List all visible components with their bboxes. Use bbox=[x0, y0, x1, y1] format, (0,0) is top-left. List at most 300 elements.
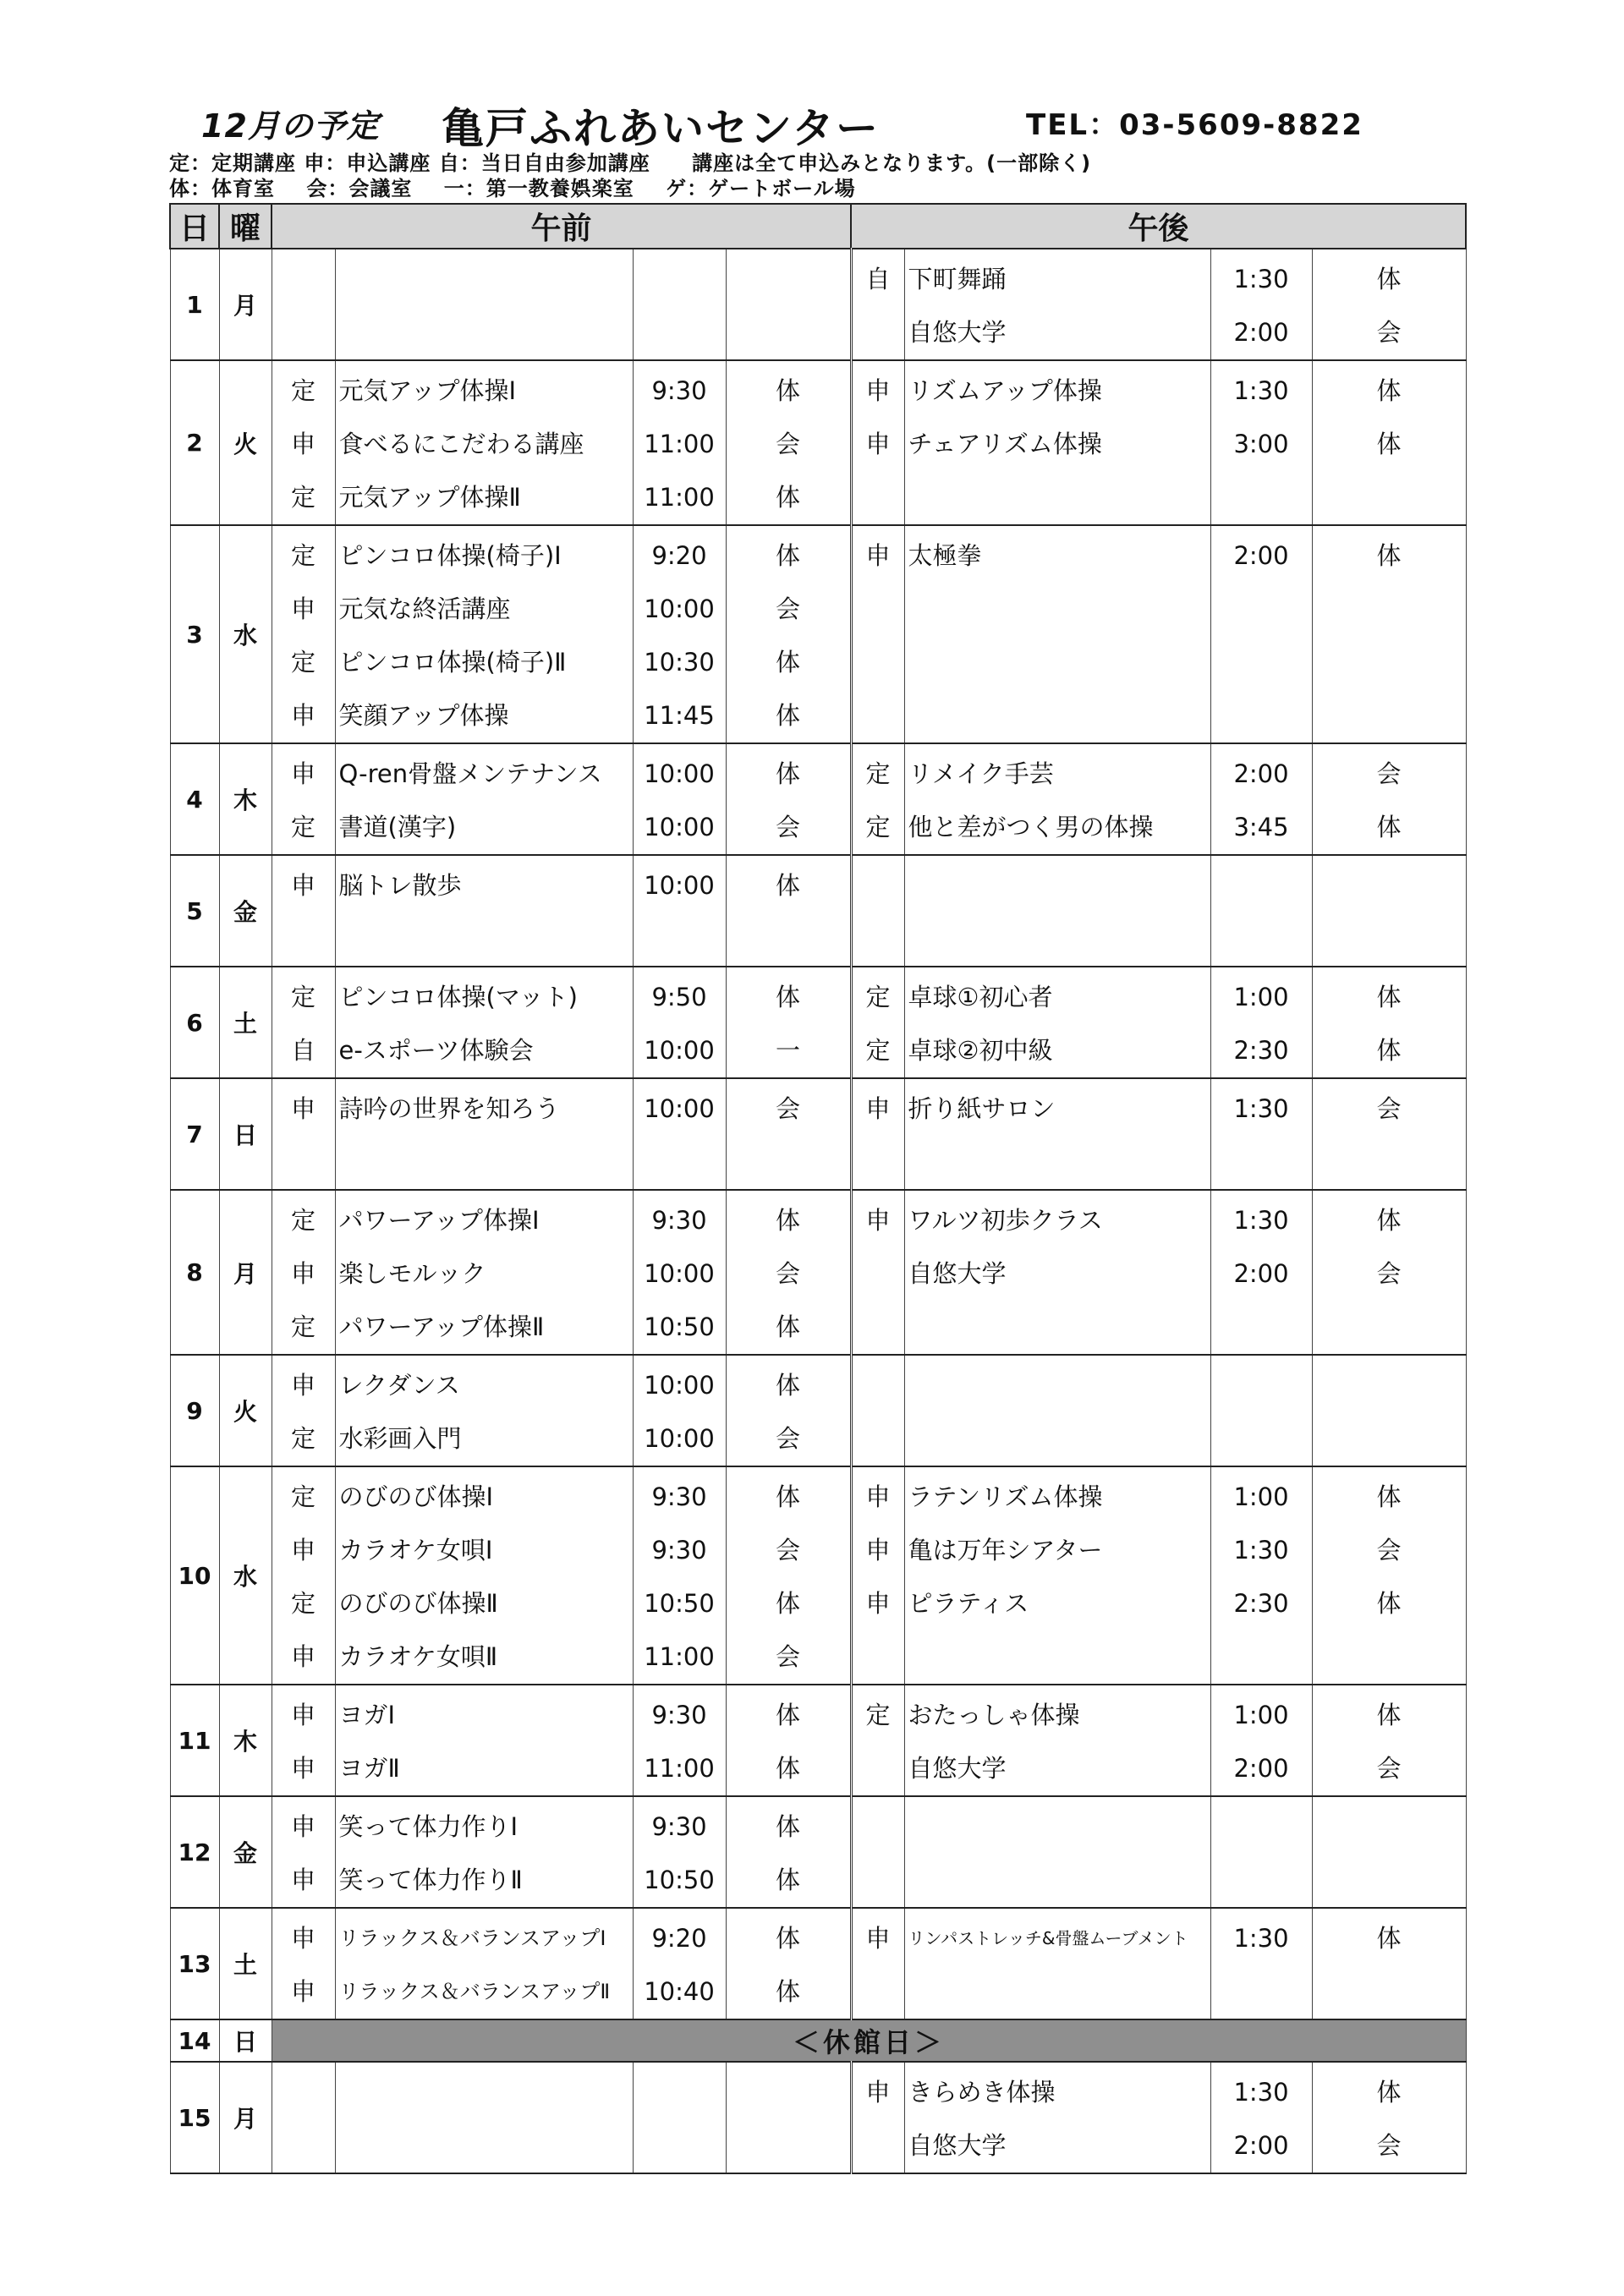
event-type: 申 bbox=[290, 1977, 315, 2006]
am-name-column bbox=[335, 1466, 633, 1685]
event-name: リラックス＆バランスアップⅡ bbox=[338, 1980, 611, 2003]
event-name: ラテンリズム体操 bbox=[908, 1482, 1103, 1511]
weekday: 木 bbox=[219, 743, 272, 855]
event-type: 定 bbox=[865, 1701, 891, 1729]
event-type: 申 bbox=[290, 701, 315, 730]
event-name: 笑って体力作りⅠ bbox=[338, 1812, 518, 1841]
pm-type-column bbox=[851, 1355, 904, 1466]
event-time bbox=[634, 253, 726, 306]
weekday: 水 bbox=[219, 525, 272, 743]
pm-room-column bbox=[1312, 1796, 1466, 1908]
event-room: 体 bbox=[1376, 2078, 1402, 2107]
am-room-column bbox=[726, 360, 851, 525]
page-header bbox=[201, 100, 1419, 153]
am-type-column bbox=[272, 1796, 335, 1908]
pm-type-column bbox=[851, 1078, 904, 1190]
weekday: 月 bbox=[219, 1190, 272, 1355]
event-time: 2:30 bbox=[1233, 1589, 1289, 1618]
event-time: 10:30 bbox=[644, 648, 715, 677]
event-name: 元気アップ体操Ⅰ bbox=[338, 376, 517, 405]
pm-type-column bbox=[851, 1190, 904, 1355]
pm-name-column bbox=[904, 1078, 1210, 1190]
event-type: 定 bbox=[290, 983, 315, 1011]
am-room-column bbox=[726, 1078, 851, 1190]
event-time: 9:30 bbox=[651, 376, 707, 405]
am-name-column bbox=[335, 1908, 633, 2019]
event-name: ピラティス bbox=[908, 1589, 1029, 1618]
pm-name-column bbox=[904, 1908, 1210, 2019]
event-name: 亀は万年シアター bbox=[908, 1536, 1103, 1564]
event-name bbox=[905, 912, 1210, 966]
event-room: 会 bbox=[776, 813, 801, 841]
am-room-column bbox=[726, 525, 851, 743]
event-room: 体 bbox=[1376, 983, 1402, 1011]
pm-room-column bbox=[1312, 967, 1466, 1078]
event-name: 書道(漢字) bbox=[338, 813, 457, 841]
event-time bbox=[1211, 1136, 1312, 1189]
pm-room-column bbox=[1312, 1685, 1466, 1796]
event-name: 自悠大学 bbox=[908, 1754, 1007, 1783]
pm-time-column bbox=[1210, 967, 1312, 1078]
day-number: 2 bbox=[170, 360, 219, 525]
event-name: 下町舞踊 bbox=[908, 265, 1007, 293]
event-room: 体 bbox=[1376, 813, 1402, 841]
event-room bbox=[727, 306, 850, 359]
event-time: 2:30 bbox=[1233, 1036, 1289, 1065]
day-row bbox=[170, 1466, 1466, 1685]
event-room: 会 bbox=[1376, 1754, 1402, 1783]
pm-time-column bbox=[1210, 1190, 1312, 1355]
event-name: 自悠大学 bbox=[908, 318, 1007, 347]
event-type: 定 bbox=[290, 1424, 315, 1453]
am-type-column bbox=[272, 1685, 335, 1796]
event-room: 体 bbox=[776, 701, 801, 730]
event-type bbox=[853, 1800, 904, 1854]
event-room: 体 bbox=[776, 1589, 801, 1618]
day-row bbox=[170, 249, 1466, 360]
event-name: 他と差がつく男の体操 bbox=[908, 813, 1154, 841]
am-type-column bbox=[272, 360, 335, 525]
event-name bbox=[336, 2066, 633, 2119]
event-room bbox=[1313, 1800, 1466, 1854]
event-time bbox=[1211, 689, 1312, 743]
event-room bbox=[1313, 471, 1466, 524]
event-time: 2:00 bbox=[1233, 1754, 1289, 1783]
legend-item: 定：定期講座 bbox=[169, 151, 296, 175]
event-room: 体 bbox=[776, 541, 801, 570]
day-number: 6 bbox=[170, 967, 219, 1078]
event-type bbox=[853, 689, 904, 743]
pm-room-column bbox=[1312, 1078, 1466, 1190]
am-name-column bbox=[335, 967, 633, 1078]
pm-name-column bbox=[904, 525, 1210, 743]
day-number: 8 bbox=[170, 1190, 219, 1355]
event-time: 9:30 bbox=[651, 1701, 707, 1729]
schedule-table bbox=[169, 203, 1467, 2174]
pm-room-column bbox=[1312, 743, 1466, 855]
event-type bbox=[853, 1301, 904, 1354]
event-time bbox=[1211, 583, 1312, 636]
pm-room-column bbox=[1312, 1908, 1466, 2019]
am-name-column bbox=[335, 1685, 633, 1796]
am-type-column bbox=[272, 967, 335, 1078]
am-room-column bbox=[726, 1685, 851, 1796]
event-name: ヨガⅡ bbox=[338, 1754, 400, 1783]
weekday: 日 bbox=[219, 2019, 272, 2062]
am-room-column bbox=[726, 2062, 851, 2173]
event-time: 9:20 bbox=[651, 1924, 707, 1953]
weekday: 金 bbox=[219, 1796, 272, 1908]
legend-item: 一：第一教養娯楽室 bbox=[443, 177, 634, 200]
event-type: 申 bbox=[865, 1536, 891, 1564]
event-time bbox=[634, 2119, 726, 2173]
weekday: 木 bbox=[219, 1685, 272, 1796]
event-room bbox=[1313, 1412, 1466, 1466]
event-room bbox=[1313, 583, 1466, 636]
event-time: 1:30 bbox=[1233, 1536, 1289, 1564]
am-name-column bbox=[335, 360, 633, 525]
am-room-column bbox=[726, 743, 851, 855]
event-room: 体 bbox=[1376, 1036, 1402, 1065]
pm-name-column bbox=[904, 1466, 1210, 1685]
am-room-column bbox=[726, 1466, 851, 1685]
am-room-column bbox=[726, 855, 851, 967]
event-type: 申 bbox=[865, 541, 891, 570]
weekday: 火 bbox=[219, 360, 272, 525]
day-row bbox=[170, 1078, 1466, 1190]
pm-name-column bbox=[904, 743, 1210, 855]
day-number: 1 bbox=[170, 249, 219, 360]
event-room: 一 bbox=[776, 1036, 801, 1065]
event-time: 9:20 bbox=[651, 541, 707, 570]
event-name bbox=[336, 1136, 633, 1189]
am-room-column bbox=[726, 1796, 851, 1908]
am-name-column bbox=[335, 1796, 633, 1908]
event-type: 申 bbox=[290, 1536, 315, 1564]
event-time bbox=[634, 912, 726, 966]
event-name: 楽しモルック bbox=[338, 1259, 486, 1288]
event-type: 定 bbox=[290, 648, 315, 677]
event-time: 1:30 bbox=[1233, 376, 1289, 405]
am-type-column bbox=[272, 1190, 335, 1355]
day-number: 9 bbox=[170, 1355, 219, 1466]
event-room: 会 bbox=[1376, 759, 1402, 788]
event-time: 10:00 bbox=[644, 1094, 715, 1123]
legend-note: 講座は全て申込みとなります。(一部除く) bbox=[692, 151, 1092, 175]
event-time: 3:00 bbox=[1233, 430, 1289, 458]
event-room: 体 bbox=[776, 1866, 801, 1894]
am-room-column bbox=[726, 967, 851, 1078]
am-time-column bbox=[633, 1796, 726, 1908]
event-room: 体 bbox=[1376, 376, 1402, 405]
weekday: 月 bbox=[219, 2062, 272, 2173]
am-name-column bbox=[335, 1078, 633, 1190]
am-type-column bbox=[272, 743, 335, 855]
pm-time-column bbox=[1210, 855, 1312, 967]
day-number: 13 bbox=[170, 1908, 219, 2019]
event-room bbox=[1313, 1854, 1466, 1907]
event-room bbox=[1313, 636, 1466, 689]
event-time: 10:00 bbox=[644, 595, 715, 623]
pm-name-column bbox=[904, 855, 1210, 967]
event-name bbox=[905, 1630, 1210, 1684]
event-time: 1:30 bbox=[1233, 2078, 1289, 2107]
event-type: 申 bbox=[865, 430, 891, 458]
pm-time-column bbox=[1210, 360, 1312, 525]
am-name-column bbox=[335, 1190, 633, 1355]
day-row bbox=[170, 1796, 1466, 1908]
pm-room-column bbox=[1312, 855, 1466, 967]
event-time: 2:00 bbox=[1233, 759, 1289, 788]
pm-time-column bbox=[1210, 1355, 1312, 1466]
day-row bbox=[170, 1355, 1466, 1466]
event-type bbox=[272, 306, 335, 359]
pm-name-column bbox=[904, 1190, 1210, 1355]
event-time bbox=[634, 1136, 726, 1189]
event-time: 10:50 bbox=[644, 1589, 715, 1618]
event-type: 申 bbox=[290, 1094, 315, 1123]
event-name: ピンコロ体操(マット) bbox=[338, 983, 578, 1011]
event-name bbox=[905, 636, 1210, 689]
event-room bbox=[1313, 1359, 1466, 1412]
event-time: 11:00 bbox=[644, 483, 715, 512]
event-room: 体 bbox=[776, 1312, 801, 1341]
pm-name-column bbox=[904, 360, 1210, 525]
event-room: 体 bbox=[1376, 1701, 1402, 1729]
event-name: チェアリズム体操 bbox=[908, 430, 1102, 458]
am-time-column bbox=[633, 967, 726, 1078]
am-name-column bbox=[335, 1355, 633, 1466]
event-type: 申 bbox=[290, 871, 315, 900]
event-name bbox=[336, 306, 633, 359]
event-name: リズムアップ体操 bbox=[908, 376, 1102, 405]
event-type: 申 bbox=[865, 1589, 891, 1618]
event-type: 定 bbox=[865, 759, 891, 788]
event-time: 11:00 bbox=[644, 430, 715, 458]
pm-time-column bbox=[1210, 525, 1312, 743]
day-row bbox=[170, 525, 1466, 743]
am-time-column bbox=[633, 1190, 726, 1355]
pm-room-column bbox=[1312, 249, 1466, 360]
event-room bbox=[1313, 912, 1466, 966]
weekday: 月 bbox=[219, 249, 272, 360]
pm-room-column bbox=[1312, 1355, 1466, 1466]
event-name: 詩吟の世界を知ろう bbox=[338, 1094, 560, 1123]
event-type: 定 bbox=[290, 376, 315, 405]
event-type bbox=[853, 1359, 904, 1412]
event-time bbox=[1211, 1630, 1312, 1684]
event-room bbox=[1313, 1965, 1466, 2019]
legend-item: 体：体育室 bbox=[169, 177, 275, 200]
event-time: 10:00 bbox=[644, 871, 715, 900]
event-room: 体 bbox=[776, 871, 801, 900]
event-room: 会 bbox=[776, 1094, 801, 1123]
event-name: ピンコロ体操(椅子)Ⅰ bbox=[338, 541, 562, 570]
phone-number: TEL：03-5609-8822 bbox=[1026, 108, 1363, 142]
event-room: 体 bbox=[776, 1701, 801, 1729]
event-type bbox=[853, 912, 904, 966]
pm-time-column bbox=[1210, 1078, 1312, 1190]
event-name: 食べるにこだわる講座 bbox=[338, 430, 584, 458]
event-type: 申 bbox=[290, 1754, 315, 1783]
am-name-column bbox=[335, 249, 633, 360]
day-number: 15 bbox=[170, 2062, 219, 2173]
closed-day-row bbox=[170, 2019, 1466, 2062]
day-number: 10 bbox=[170, 1466, 219, 1685]
event-type: 申 bbox=[290, 1866, 315, 1894]
pm-type-column bbox=[851, 525, 904, 743]
pm-type-column bbox=[851, 855, 904, 967]
pm-type-column bbox=[851, 1685, 904, 1796]
day-row bbox=[170, 1685, 1466, 1796]
pm-room-column bbox=[1312, 1466, 1466, 1685]
am-time-column bbox=[633, 743, 726, 855]
event-time bbox=[1211, 912, 1312, 966]
event-room: 会 bbox=[1376, 1094, 1402, 1123]
event-name: 卓球②初中級 bbox=[908, 1036, 1053, 1065]
am-type-column bbox=[272, 525, 335, 743]
event-type bbox=[853, 1854, 904, 1907]
legend-item: ゲ：ゲートボール場 bbox=[666, 177, 856, 200]
event-type: 申 bbox=[865, 1094, 891, 1123]
event-name bbox=[905, 1301, 1210, 1354]
event-name: Q-ren骨盤メンテナンス bbox=[338, 759, 602, 788]
pm-room-column bbox=[1312, 1190, 1466, 1355]
event-room: 体 bbox=[776, 1482, 801, 1511]
event-type: 自 bbox=[290, 1036, 315, 1065]
day-row bbox=[170, 360, 1466, 525]
event-type: 定 bbox=[290, 1206, 315, 1235]
am-time-column bbox=[633, 1685, 726, 1796]
event-time: 1:30 bbox=[1233, 1206, 1289, 1235]
table-header-row bbox=[170, 204, 1466, 249]
event-time: 2:00 bbox=[1233, 318, 1289, 347]
event-time: 9:30 bbox=[651, 1206, 707, 1235]
event-room: 体 bbox=[776, 759, 801, 788]
event-name bbox=[905, 583, 1210, 636]
event-room: 体 bbox=[776, 1206, 801, 1235]
pm-time-column bbox=[1210, 1908, 1312, 2019]
day-row bbox=[170, 1190, 1466, 1355]
event-time: 2:00 bbox=[1233, 1259, 1289, 1288]
legend-item: 申：申込講座 bbox=[304, 151, 431, 175]
am-name-column bbox=[335, 2062, 633, 2173]
event-time bbox=[1211, 636, 1312, 689]
event-type: 申 bbox=[290, 1701, 315, 1729]
event-type bbox=[853, 1965, 904, 2019]
pm-name-column bbox=[904, 1355, 1210, 1466]
event-time: 1:30 bbox=[1233, 1094, 1289, 1123]
event-name: 卓球①初心者 bbox=[908, 983, 1053, 1011]
event-name bbox=[905, 471, 1210, 524]
event-room bbox=[727, 2119, 850, 2173]
event-type bbox=[853, 1136, 904, 1189]
event-type bbox=[853, 859, 904, 912]
event-room: 体 bbox=[776, 1754, 801, 1783]
event-room: 会 bbox=[776, 595, 801, 623]
pm-name-column bbox=[904, 1685, 1210, 1796]
day-row bbox=[170, 855, 1466, 967]
event-room bbox=[1313, 859, 1466, 912]
event-name bbox=[905, 1854, 1210, 1907]
header-afternoon: 午後 bbox=[851, 204, 1466, 249]
event-room: 体 bbox=[776, 483, 801, 512]
event-time: 9:50 bbox=[651, 983, 707, 1011]
pm-type-column bbox=[851, 743, 904, 855]
event-time: 11:00 bbox=[644, 1754, 715, 1783]
am-type-column bbox=[272, 2062, 335, 2173]
event-room: 体 bbox=[776, 1812, 801, 1841]
event-name: パワーアップ体操Ⅱ bbox=[338, 1312, 545, 1341]
event-type: 定 bbox=[290, 483, 315, 512]
closed-label: ＜休館日＞ bbox=[272, 2019, 1466, 2062]
event-time: 9:30 bbox=[651, 1536, 707, 1564]
event-type bbox=[853, 306, 904, 359]
event-name: ピンコロ体操(椅子)Ⅱ bbox=[338, 648, 567, 677]
event-time bbox=[1211, 859, 1312, 912]
event-room: 会 bbox=[1376, 1259, 1402, 1288]
event-type: 申 bbox=[865, 376, 891, 405]
event-type: 定 bbox=[290, 1312, 315, 1341]
event-time: 10:40 bbox=[644, 1977, 715, 2006]
am-type-column bbox=[272, 1908, 335, 2019]
event-type bbox=[853, 1742, 904, 1795]
am-room-column bbox=[726, 1908, 851, 2019]
pm-type-column bbox=[851, 360, 904, 525]
event-room: 体 bbox=[776, 1977, 801, 2006]
month-title: 12月の予定 bbox=[201, 107, 380, 145]
event-time: 11:00 bbox=[644, 1642, 715, 1671]
am-time-column bbox=[633, 249, 726, 360]
pm-time-column bbox=[1210, 249, 1312, 360]
event-time: 1:00 bbox=[1233, 983, 1289, 1011]
event-name: レクダンス bbox=[338, 1371, 460, 1400]
event-name: 水彩画入門 bbox=[338, 1424, 462, 1453]
am-time-column bbox=[633, 2062, 726, 2173]
event-time: 10:00 bbox=[644, 759, 715, 788]
header-weekday: 曜 bbox=[219, 204, 272, 249]
am-time-column bbox=[633, 1355, 726, 1466]
event-name: ワルツ初歩クラス bbox=[908, 1206, 1103, 1235]
legend-rooms bbox=[169, 172, 856, 201]
weekday: 水 bbox=[219, 1466, 272, 1685]
event-time: 11:45 bbox=[644, 701, 715, 730]
event-name: カラオケ女唄Ⅰ bbox=[338, 1536, 493, 1564]
am-time-column bbox=[633, 1466, 726, 1685]
event-name bbox=[336, 2119, 633, 2173]
event-time: 1:30 bbox=[1233, 265, 1289, 293]
pm-type-column bbox=[851, 1796, 904, 1908]
event-room: 体 bbox=[1376, 265, 1402, 293]
event-type: 申 bbox=[290, 1371, 315, 1400]
event-room: 体 bbox=[1376, 1589, 1402, 1618]
event-name: カラオケ女唄Ⅱ bbox=[338, 1642, 498, 1671]
event-type: 申 bbox=[290, 1642, 315, 1671]
event-time bbox=[1211, 1301, 1312, 1354]
event-type: 自 bbox=[865, 265, 891, 293]
event-type: 定 bbox=[290, 1482, 315, 1511]
event-name: 太極拳 bbox=[908, 541, 982, 570]
event-room: 体 bbox=[1376, 430, 1402, 458]
am-room-column bbox=[726, 1355, 851, 1466]
event-room bbox=[727, 912, 850, 966]
event-room bbox=[1313, 1136, 1466, 1189]
event-type bbox=[853, 1630, 904, 1684]
day-row bbox=[170, 743, 1466, 855]
day-row bbox=[170, 1908, 1466, 2019]
event-time: 1:00 bbox=[1233, 1701, 1289, 1729]
event-name bbox=[905, 689, 1210, 743]
